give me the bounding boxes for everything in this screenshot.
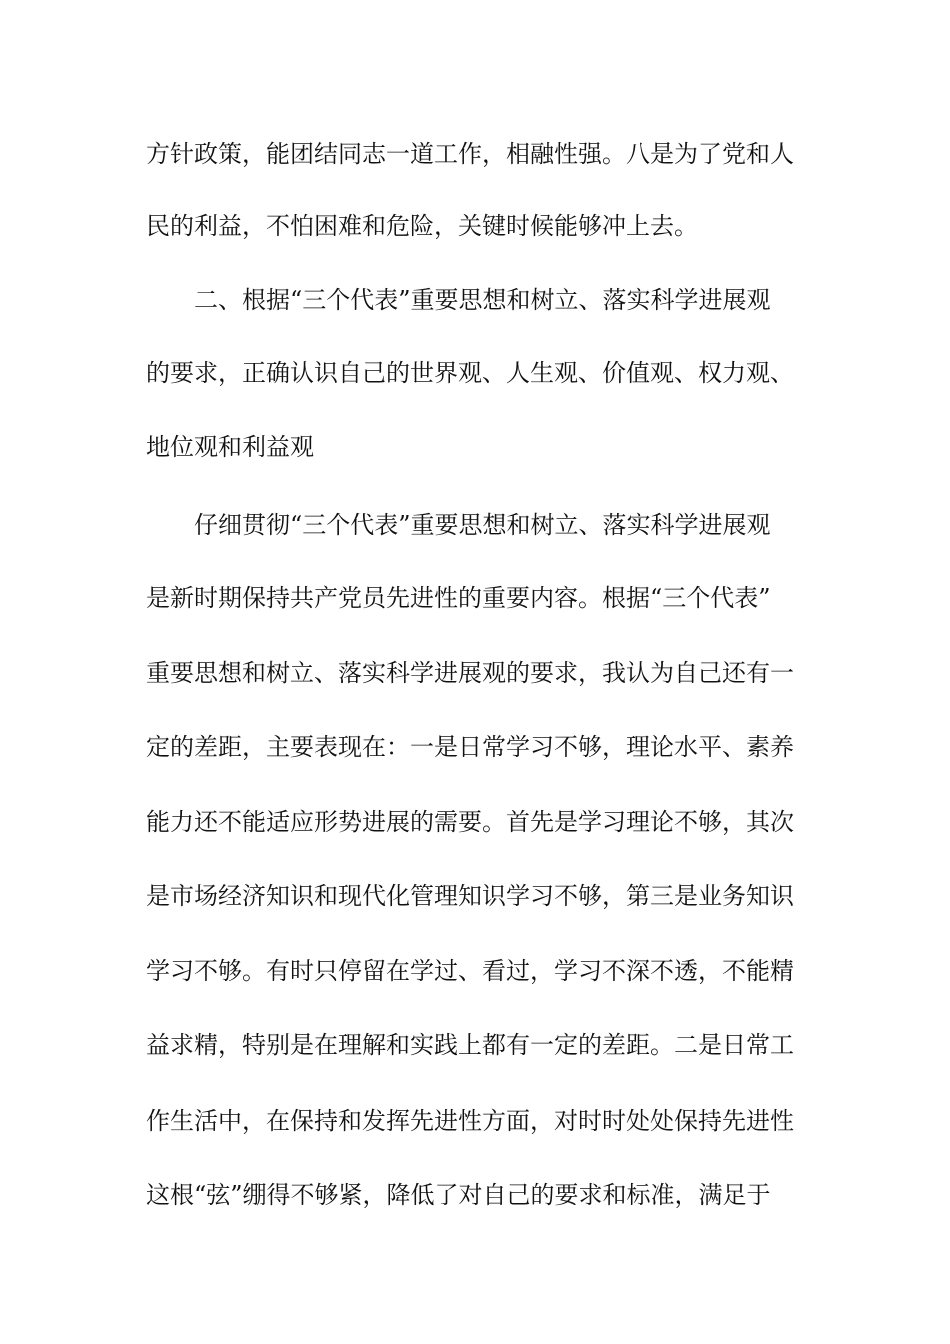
- text-line: 作生活中，在保持和发挥先进性方面，对时时处处保持先进性: [146, 1107, 794, 1135]
- text-line: 重要思想和树立、落实科学进展观的要求，我认为自己还有一: [146, 659, 794, 687]
- text-line: 能力还不能适应形势进展的需要。首先是学习理论不够，其次: [146, 808, 794, 836]
- section-heading-line: 二、根据“三个代表”重要思想和树立、落实科学进展观: [194, 286, 771, 314]
- section-heading-line: 的要求，正确认识自己的世界观、人生观、价值观、权力观、: [146, 359, 794, 387]
- text-line: 定的差距，主要表现在：一是日常学习不够，理论水平、素养: [146, 733, 794, 761]
- text-line: 学习不够。有时只停留在学过、看过，学习不深不透，不能精: [146, 957, 794, 985]
- text-line: 是市场经济知识和现代化管理知识学习不够，第三是业务知识: [146, 882, 794, 910]
- text-line: 仔细贯彻“三个代表”重要思想和树立、落实科学进展观: [194, 511, 771, 539]
- text-line: 民的利益，不怕困难和危险，关键时候能够冲上去。: [146, 212, 698, 240]
- text-line: 益求精，特别是在理解和实践上都有一定的差距。二是日常工: [146, 1031, 794, 1059]
- section-heading-line: 地位观和利益观: [146, 433, 314, 461]
- text-line: 这根“弦”绷得不够紧，降低了对自己的要求和标准，满足于: [146, 1181, 771, 1209]
- text-line: 方针政策，能团结同志一道工作，相融性强。八是为了党和人: [146, 140, 794, 168]
- text-line: 是新时期保持共产党员先进性的重要内容。根据“三个代表”: [146, 584, 771, 612]
